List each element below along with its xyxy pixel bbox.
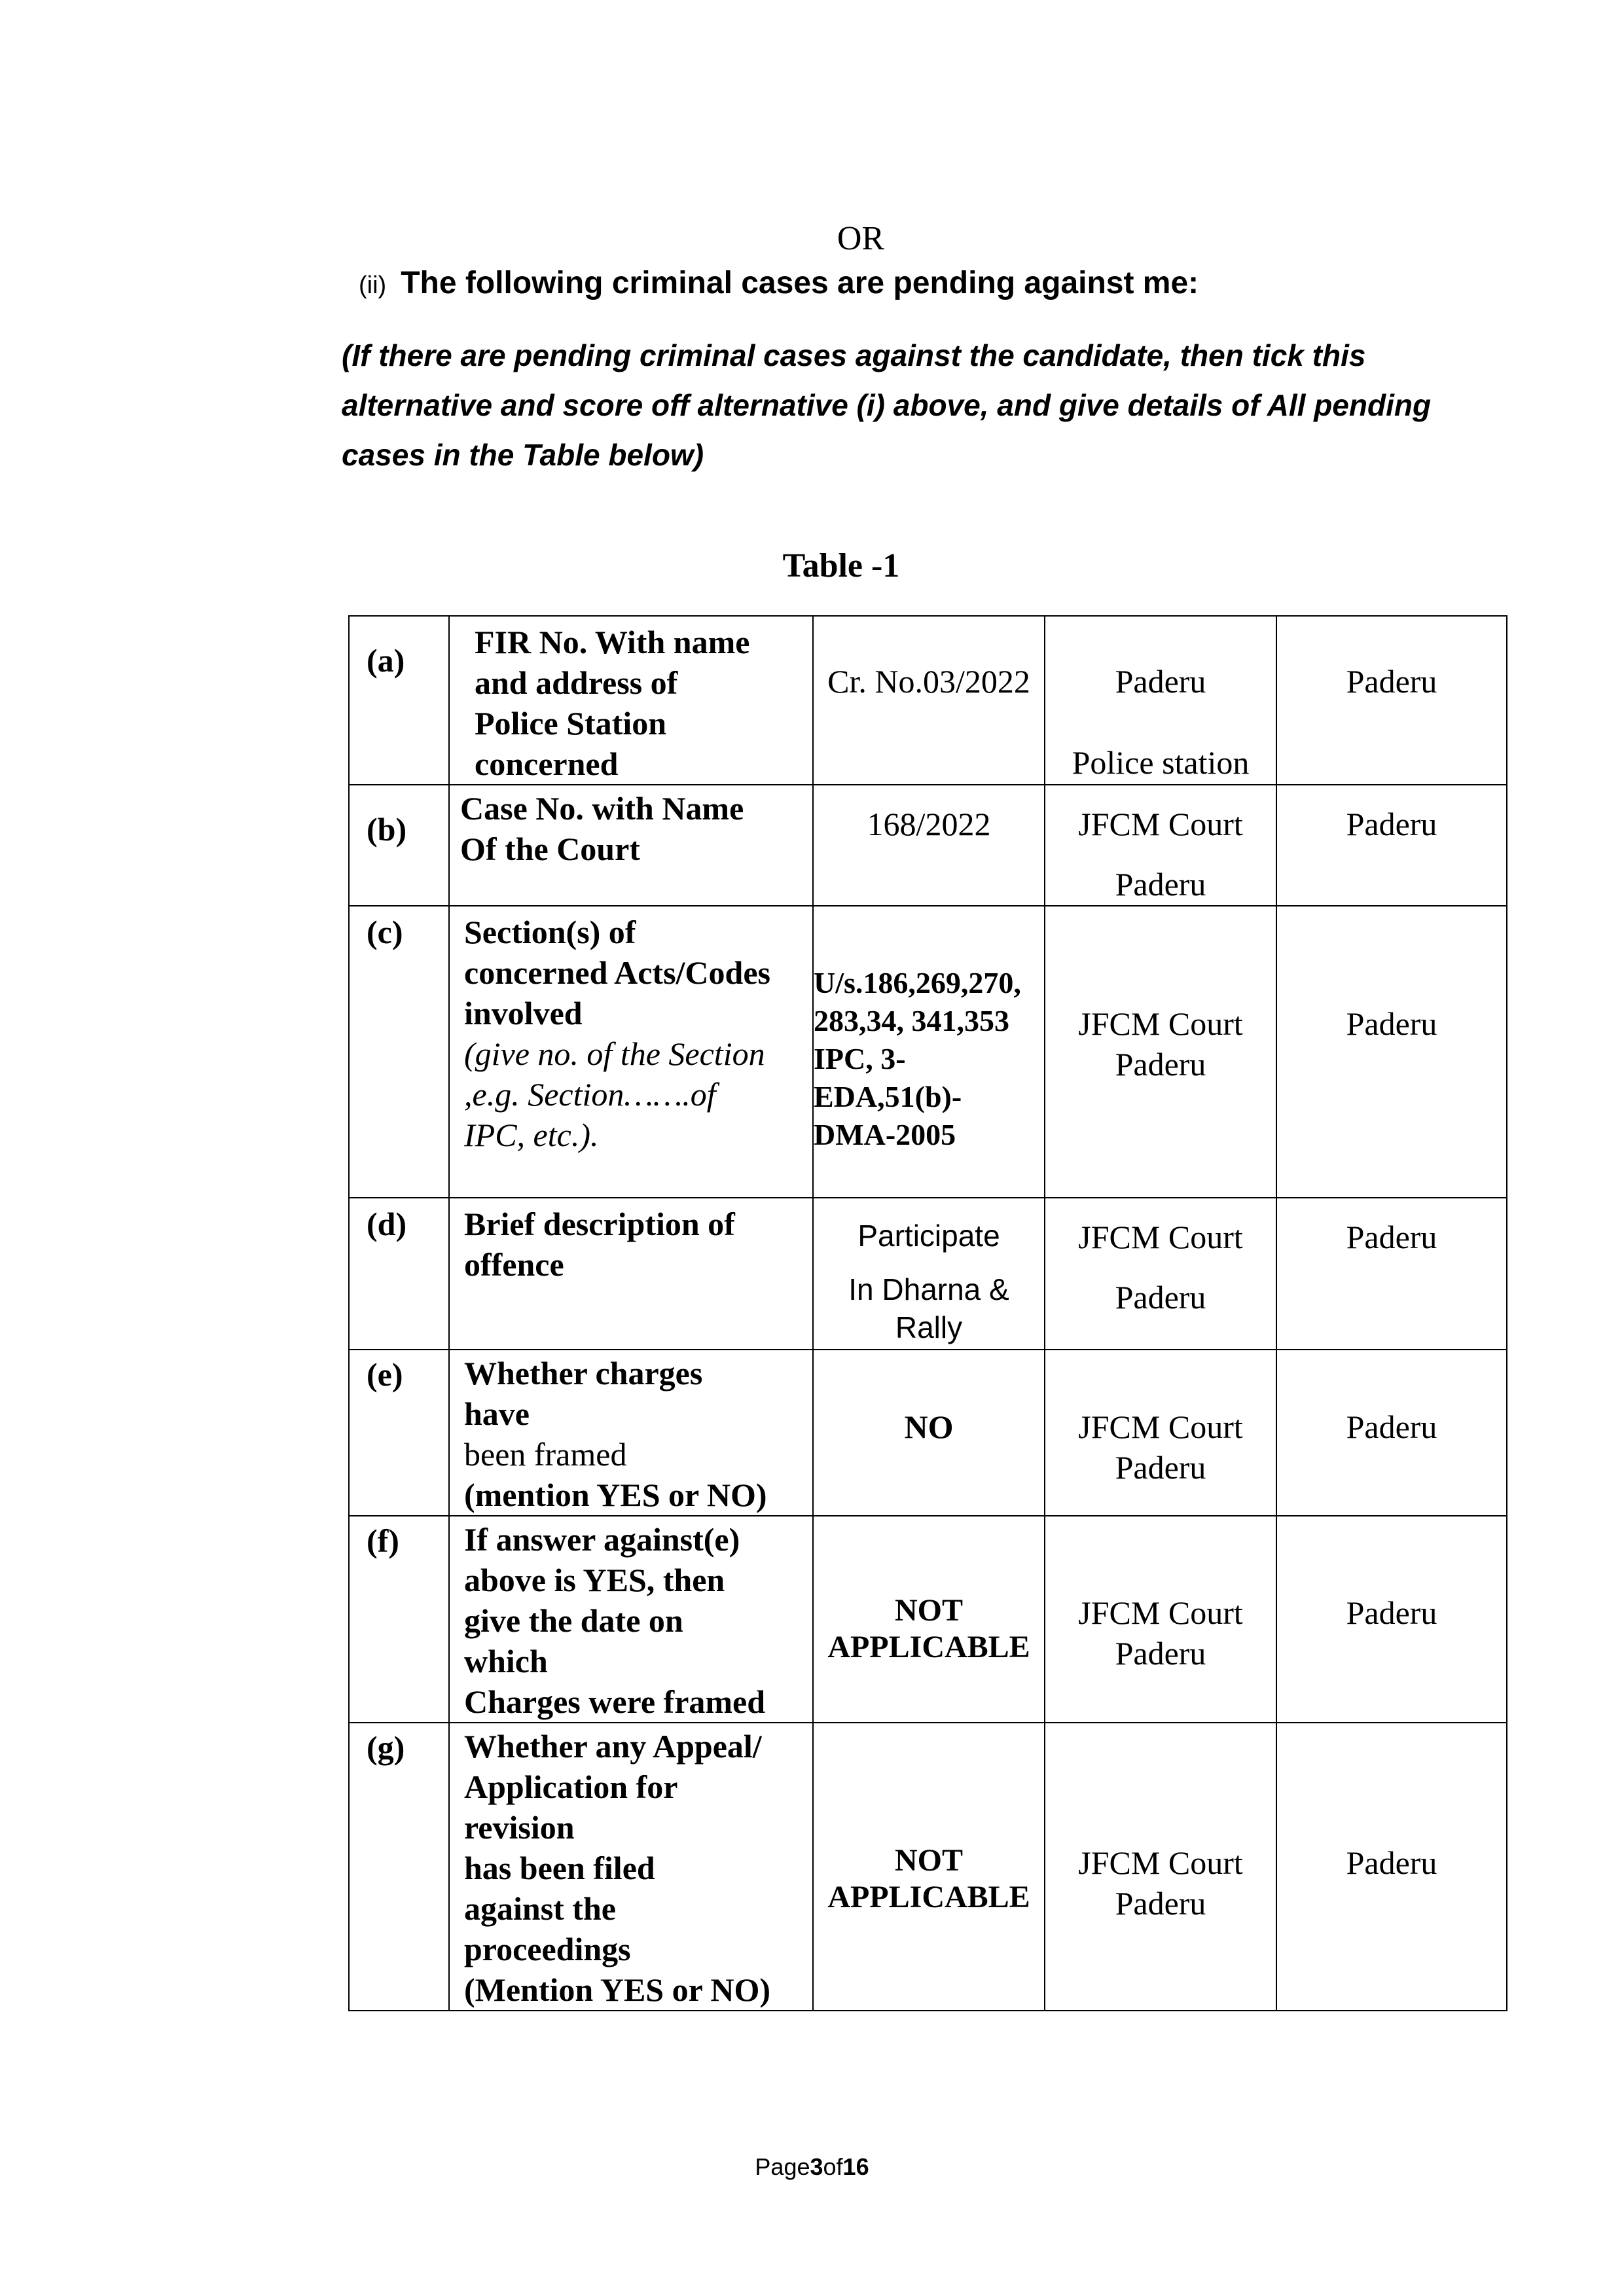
value-line: APPLICABLE xyxy=(827,1880,1030,1914)
col4-line: Paderu xyxy=(1115,1635,1206,1672)
question-line: Application for xyxy=(464,1768,678,1805)
question-line: Whether charges xyxy=(464,1355,703,1391)
question-line: and address of xyxy=(475,664,678,701)
row-col4 xyxy=(1045,1198,1276,1350)
page-of: of xyxy=(823,2153,843,2180)
row-value xyxy=(813,1198,1045,1350)
row-label: (d) xyxy=(349,1198,449,1350)
col4-line: Paderu xyxy=(1115,1279,1206,1316)
section-heading-text: The following criminal cases are pending against me: xyxy=(401,266,1199,300)
question-line: FIR No. With name xyxy=(475,624,750,660)
row-col4 xyxy=(1045,1516,1276,1723)
question-line: (mention YES or NO) xyxy=(464,1477,767,1513)
col4-line: JFCM Court xyxy=(1078,806,1243,842)
row-question xyxy=(449,1516,813,1723)
question-line: Whether any Appeal/ xyxy=(464,1728,762,1765)
value-line: EDA,51(b)- xyxy=(814,1080,962,1113)
question-line: Charges were framed xyxy=(464,1683,766,1720)
row-col5: Paderu xyxy=(1276,1516,1507,1723)
page-number xyxy=(0,2153,1624,2181)
question-line: Case No. with Name xyxy=(460,790,744,827)
question-line: been framed xyxy=(464,1436,627,1473)
col4-line: Paderu xyxy=(1115,663,1206,700)
page-prefix: Page xyxy=(755,2153,810,2180)
row-col4 xyxy=(1045,785,1276,906)
row-label: (a) xyxy=(349,616,449,785)
question-italic-line: (give no. of the Section xyxy=(464,1035,765,1072)
question-line: above is YES, then xyxy=(464,1562,725,1598)
question-line: Of the Court xyxy=(460,831,640,867)
question-line: which xyxy=(464,1643,548,1679)
section-heading xyxy=(359,265,1199,301)
row-value: Cr. No.03/2022 xyxy=(813,616,1045,785)
table-row xyxy=(349,785,1507,906)
value-line: IPC, 3- xyxy=(814,1042,906,1075)
question-line: proceedings xyxy=(464,1931,631,1967)
col4-line: JFCM Court xyxy=(1078,1219,1243,1255)
row-col5: Paderu xyxy=(1276,785,1507,906)
row-col4 xyxy=(1045,906,1276,1198)
row-question xyxy=(449,1350,813,1516)
value-line: U/s.186,269,270, xyxy=(814,966,1021,999)
row-col5: Paderu xyxy=(1276,906,1507,1198)
row-col5: Paderu xyxy=(1276,1198,1507,1350)
instruction-text: (If there are pending criminal cases against the candidate, then tick this alternative and score off alternative (i) above, and give details of All pending cases in the Table below) xyxy=(342,338,1432,472)
question-line: (Mention YES or NO) xyxy=(464,1971,771,2008)
question-line: revision xyxy=(464,1809,575,1846)
page-current: 3 xyxy=(810,2153,823,2180)
row-question xyxy=(449,785,813,906)
row-label: (f) xyxy=(349,1516,449,1723)
value-line: Participate xyxy=(857,1219,1000,1253)
table-title: Table -1 xyxy=(782,547,900,584)
section-number: (ii) xyxy=(359,272,387,299)
table-row xyxy=(349,616,1507,785)
col4-line: JFCM Court xyxy=(1078,1408,1243,1445)
row-question xyxy=(449,1723,813,2011)
row-value xyxy=(813,1516,1045,1723)
or-separator: OR xyxy=(837,220,885,257)
row-label: (e) xyxy=(349,1350,449,1516)
question-line: have xyxy=(464,1395,530,1432)
question-line: against the xyxy=(464,1890,616,1927)
question-italic-line: ,e.g. Section…….of xyxy=(464,1076,716,1113)
row-col5: Paderu xyxy=(1276,616,1507,785)
question-line: offence xyxy=(464,1246,564,1283)
col4-line: JFCM Court xyxy=(1078,1005,1243,1042)
question-line: concerned xyxy=(475,745,619,782)
table-row xyxy=(349,1723,1507,2011)
table-row xyxy=(349,906,1507,1198)
criminal-cases-table xyxy=(348,615,1507,2011)
col4-line: Police station xyxy=(1072,744,1250,781)
row-label: (b) xyxy=(349,785,449,906)
question-italic-line: IPC, etc.). xyxy=(464,1117,599,1153)
col4-line: Paderu xyxy=(1115,1449,1206,1486)
table-row xyxy=(349,1350,1507,1516)
row-question xyxy=(449,906,813,1198)
row-col5: Paderu xyxy=(1276,1350,1507,1516)
row-question xyxy=(449,1198,813,1350)
table-row xyxy=(349,1198,1507,1350)
table-row xyxy=(349,1516,1507,1723)
row-value: NO xyxy=(813,1350,1045,1516)
row-question xyxy=(449,616,813,785)
col4-line: Paderu xyxy=(1115,1046,1206,1083)
value-line: DMA-2005 xyxy=(814,1118,956,1151)
row-value xyxy=(813,1723,1045,2011)
row-col4 xyxy=(1045,616,1276,785)
question-line: involved xyxy=(464,995,583,1031)
col4-line: JFCM Court xyxy=(1078,1844,1243,1881)
value-line: Rally xyxy=(895,1310,963,1344)
row-value: 168/2022 xyxy=(813,785,1045,906)
question-line: give the date on xyxy=(464,1602,683,1639)
row-col4 xyxy=(1045,1350,1276,1516)
value-line: APPLICABLE xyxy=(827,1630,1030,1664)
col4-line: Paderu xyxy=(1115,866,1206,903)
row-col5: Paderu xyxy=(1276,1723,1507,2011)
col4-line: JFCM Court xyxy=(1078,1594,1243,1631)
value-line: 283,34, 341,353 xyxy=(814,1004,1009,1037)
row-value xyxy=(813,906,1045,1198)
question-line: concerned Acts/Codes xyxy=(464,954,770,991)
page-total: 16 xyxy=(842,2153,869,2180)
value-line: In Dharna & xyxy=(848,1272,1009,1306)
row-label: (c) xyxy=(349,906,449,1198)
row-col4 xyxy=(1045,1723,1276,2011)
question-line: has been filed xyxy=(464,1850,655,1886)
value-line: NOT xyxy=(894,1593,963,1628)
question-line: If answer against(e) xyxy=(464,1521,740,1558)
col4-line: Paderu xyxy=(1115,1885,1206,1922)
question-line: Brief description of xyxy=(464,1206,735,1242)
question-line: Section(s) of xyxy=(464,914,636,950)
value-line: NOT xyxy=(894,1843,963,1878)
row-label: (g) xyxy=(349,1723,449,2011)
question-line: Police Station xyxy=(475,705,667,742)
